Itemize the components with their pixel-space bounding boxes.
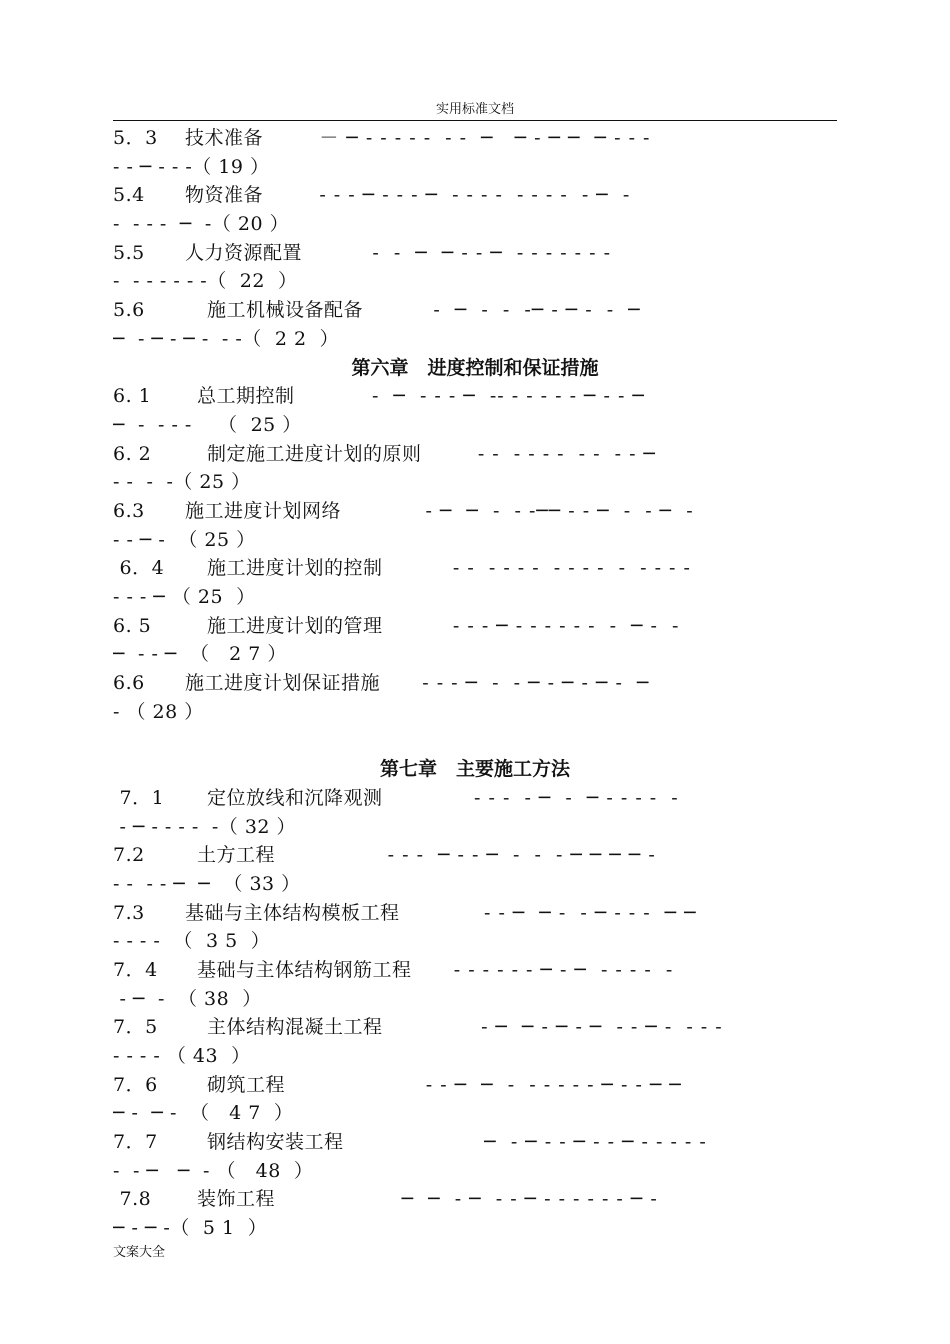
toc-entry-6-6 [113, 669, 837, 698]
toc-entry-number: 7．1 [113, 786, 165, 809]
toc-entry-7-4-page: - ─ - （ 38 ） [113, 987, 262, 1010]
toc-entry-number: 6. 2 [113, 442, 152, 465]
toc-leader: - - - ─ - - ─ - - - ─ ─ ─ ─ - [275, 844, 656, 867]
section-7-group [113, 784, 837, 1243]
toc-leader: - - - ─ - - ─ - ─ - ─ - ─ [380, 672, 650, 695]
toc-entry-title: 技术准备 [185, 127, 264, 149]
toc-leader: ─ - ─ - - ─ - - ─ - - - - - [343, 1131, 707, 1154]
toc-entry-7-2 [113, 841, 837, 870]
page-header: 实用标准文档 [435, 102, 514, 117]
toc-leader: － ─ - - - - - - - ─ ─ - ─ ─ ─ - - - [263, 127, 651, 149]
toc-entry-number: 6. 1 [113, 385, 152, 408]
toc-entry-number: 5.4 [113, 184, 145, 207]
section-spacer [113, 726, 837, 755]
chapter-6-heading: 第六章 进度控制和保证措施 [351, 356, 599, 379]
toc-leader: - - ─ ─ - - - - - - ─ - - ─ ─ [285, 1073, 682, 1096]
toc-entry-title: 施工进度计划保证措施 [185, 672, 381, 695]
toc-leader: - ─ ─ - - -── - - ─ - - ─ - [341, 499, 694, 522]
toc-leader: - ─ - - -─ - ─ - - ─ [363, 299, 641, 322]
toc-entry-6-4-page: - - - ─ （ 25 ） [113, 586, 256, 608]
toc-leader: - - - - - - - - - - - - - - - [382, 557, 691, 580]
section-5-group [113, 124, 837, 354]
toc-entry-6-5 [113, 612, 837, 641]
toc-entry-title: 装饰工程 [197, 1188, 276, 1211]
toc-entry-6-1-page: ─ - - - - （ 25 ） [113, 413, 302, 436]
toc-entry-title: 施工进度计划网络 [185, 499, 342, 522]
toc-entry-title: 定位放线和沉降观测 [207, 786, 383, 809]
toc-entry-title: 钢结构安装工程 [207, 1131, 344, 1154]
toc-entry-7-6 [113, 1071, 837, 1100]
chapter-7-heading: 第七章 主要施工方法 [379, 758, 570, 781]
toc-entry-7-4 [113, 956, 837, 985]
section-6-group [113, 382, 837, 726]
toc-entry-title: 施工机械设备配备 [207, 299, 364, 322]
toc-entry-title: 施工进度计划的管理 [207, 614, 383, 637]
toc-leader: ─ ─ - ─ - - ─ - - - - - - ─ - [275, 1188, 658, 1211]
toc-entry-7-8-page: ─ - ─ -（ 5 1 ） [113, 1217, 268, 1240]
toc-entry-7-1 [113, 784, 837, 813]
toc-entry-title: 主体结构混凝土工程 [207, 1016, 383, 1039]
toc-entry-title: 基础与主体结构钢筋工程 [197, 958, 412, 981]
toc-entry-6-4 [113, 554, 837, 583]
toc-entry-number: 6.6 [113, 672, 145, 695]
toc-entry-title: 制定施工进度计划的原则 [207, 442, 422, 465]
toc-entry-number: 7.8 [113, 1188, 152, 1211]
toc-entry-title: 施工进度计划的控制 [207, 557, 383, 580]
toc-leader: - - - - - - - - - - ─ [421, 442, 656, 465]
toc-entry-5-4-page: - - - - ─ -（ 20 ） [113, 213, 290, 236]
toc-entry-6-6-page: - （ 28 ） [113, 700, 204, 723]
toc-leader: - - ─ ─ - - ─ - - - - - - - [302, 241, 612, 264]
toc-entry-title: 人力资源配置 [185, 241, 303, 264]
toc-entry-6-3 [113, 497, 837, 526]
toc-entry-7-7-page: - - ─ ─ - （ 48 ） [113, 1159, 314, 1182]
toc-entry-7-6-page: ─ - ─ - （ 4 7 ） [113, 1102, 294, 1125]
toc-leader: - - - - ─ - ─ - - - - - [382, 786, 679, 809]
toc-entry-5-3 [113, 124, 837, 153]
toc-entry-number: 5．3 [113, 127, 158, 149]
toc-entry-6-1 [113, 382, 837, 411]
toc-leader: - - - ─ - - - - - - - ─ - - [382, 614, 680, 637]
toc-entry-6-3-page: - - ─ - （ 25 ） [113, 528, 256, 551]
toc-entry-title: 土方工程 [197, 844, 276, 867]
toc-entry-6-2 [113, 440, 837, 469]
toc-entry-7-8 [113, 1185, 837, 1214]
toc-leader: - - ─ ─ - - ─ - - - ─ ─ [399, 901, 697, 924]
toc-entry-7-7 [113, 1128, 837, 1157]
toc-entry-5-5 [113, 239, 837, 268]
toc-entry-title: 物资准备 [185, 184, 264, 207]
toc-entry-5-6 [113, 296, 837, 325]
toc-entry-number: 7．4 [113, 958, 158, 981]
toc-entry-number: 7.3 [113, 901, 145, 924]
toc-leader: - - - ─ - - - ─ - - - - - - - - - ─ - [263, 184, 631, 207]
toc-entry-number: 7．6 [113, 1073, 158, 1096]
toc-entry-5-5-page: - - - - - - -（ 22 ） [113, 270, 298, 293]
toc-entry-7-3-page: - - - - （ 3 5 ） [113, 930, 271, 953]
toc-entry-number: 7．7 [113, 1131, 158, 1154]
toc-entry-number: 7.2 [113, 844, 145, 867]
toc-entry-title: 总工期控制 [197, 385, 295, 408]
toc-leader: - ─ ─ - ─ - ─ - - ─ - - - - [382, 1016, 723, 1039]
page-footer: 文案大全 [113, 1245, 166, 1260]
toc-entry-number: 6．4 [113, 557, 165, 580]
toc-entry-number: 7．5 [113, 1016, 158, 1039]
toc-entry-7-5 [113, 1013, 837, 1042]
toc-leader: - ─ - - - ─ -- - - - - - ─ - - ─ [294, 385, 645, 408]
toc-leader: - - - - - - ─ - ─ - - - - - [411, 958, 674, 981]
toc-entry-7-3 [113, 899, 837, 928]
toc-entry-title: 砌筑工程 [207, 1073, 286, 1096]
toc-entry-5-6-page: ─ - ─ - ─ - - -（ 2 2 ） [113, 327, 340, 350]
toc-entry-6-5-page: ─ - - ─ （ 2 7 ） [113, 643, 287, 666]
toc-entry-7-1-page: - ─ - - - - -（ 32 ） [113, 815, 297, 838]
header-rule [113, 120, 837, 121]
toc-entry-number: 5.6 [113, 299, 145, 322]
toc-entry-7-2-page: - - - - ─ ─ （ 33 ） [113, 872, 301, 895]
table-of-contents [113, 124, 837, 1243]
toc-entry-title: 基础与主体结构模板工程 [185, 901, 400, 924]
toc-entry-number: 5.5 [113, 241, 145, 264]
toc-entry-5-3-page: - - ─ - - -（ 19 ） [113, 155, 270, 178]
toc-entry-number: 6.3 [113, 499, 145, 522]
toc-entry-6-2-page: - - - -（ 25 ） [113, 471, 251, 494]
toc-entry-5-4 [113, 181, 837, 210]
toc-entry-number: 6. 5 [113, 614, 152, 637]
toc-entry-7-5-page: - - - - （ 43 ） [113, 1045, 251, 1067]
